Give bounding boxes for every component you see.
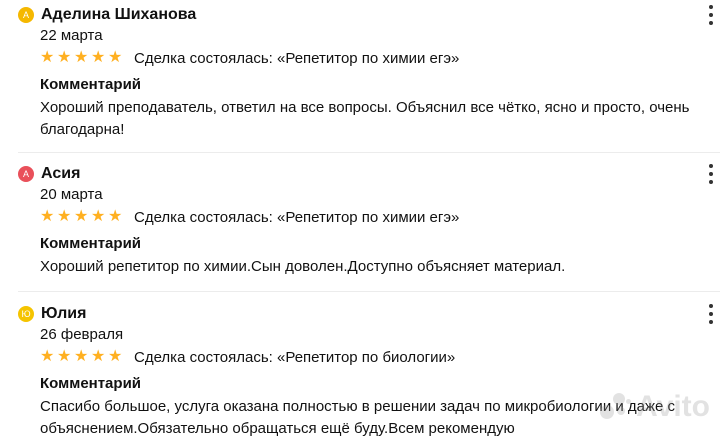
star-icon: ★ <box>40 49 55 66</box>
comment-title: Комментарий <box>40 76 142 93</box>
comment-title: Комментарий <box>40 235 142 252</box>
divider <box>18 152 720 153</box>
comment-text: Хороший репетитор по химии.Сын доволен.Доступно объясняет материал. <box>40 258 566 275</box>
deal-status: Сделка состоялась: «Репетитор по химии егэ» <box>134 208 460 226</box>
deal-row <box>40 347 455 367</box>
review-header <box>18 3 196 27</box>
star-icon: ★ <box>40 348 55 365</box>
star-icon: ★ <box>74 208 89 225</box>
rating-stars <box>40 209 125 225</box>
star-icon: ★ <box>91 49 106 66</box>
deal-status: Сделка состоялась: «Репетитор по химии егэ» <box>134 49 460 67</box>
review-date: 26 февраля <box>40 326 124 343</box>
deal-status: Сделка состоялась: «Репетитор по биологии» <box>134 348 456 366</box>
avatar[interactable]: А <box>18 7 34 23</box>
divider <box>18 291 720 292</box>
review-date: 20 марта <box>40 186 103 203</box>
reviewer-name[interactable]: Аделина Шиханова <box>41 6 197 23</box>
review-date: 22 марта <box>40 27 103 44</box>
rating-stars <box>40 349 125 365</box>
deal-row <box>40 48 459 68</box>
star-icon: ★ <box>108 208 123 225</box>
star-icon: ★ <box>108 348 123 365</box>
avito-watermark <box>600 390 710 424</box>
star-icon: ★ <box>74 348 89 365</box>
comment-text: Спасибо большое, услуга оказана полностью в решении задач по микробиологии и даже с объяснением.Обязательно обращаться ещё буду.Всем рекомендую <box>40 398 676 437</box>
comment-title: Комментарий <box>40 375 142 392</box>
star-icon: ★ <box>91 348 106 365</box>
star-icon: ★ <box>108 49 123 66</box>
star-icon: ★ <box>57 208 72 225</box>
review-header <box>18 162 80 186</box>
star-icon: ★ <box>91 208 106 225</box>
star-icon: ★ <box>40 208 55 225</box>
watermark-text: Avito <box>636 390 710 423</box>
more-options-icon[interactable] <box>708 5 714 25</box>
review-header <box>18 302 86 326</box>
reviewer-name[interactable]: Асия <box>41 165 81 182</box>
star-icon: ★ <box>74 49 89 66</box>
comment-text: Хороший преподаватель, ответил на все вопросы. Объяснил все чётко, ясно и просто, очень благодарна! <box>40 99 690 138</box>
reviewer-name[interactable]: Юлия <box>41 305 87 322</box>
rating-stars <box>40 50 125 66</box>
avatar[interactable]: А <box>18 166 34 182</box>
star-icon: ★ <box>57 348 72 365</box>
avito-logo-icon <box>600 393 632 421</box>
more-options-icon[interactable] <box>708 304 714 324</box>
avatar[interactable]: Ю <box>18 306 34 322</box>
deal-row <box>40 207 459 227</box>
more-options-icon[interactable] <box>708 164 714 184</box>
star-icon: ★ <box>57 49 72 66</box>
